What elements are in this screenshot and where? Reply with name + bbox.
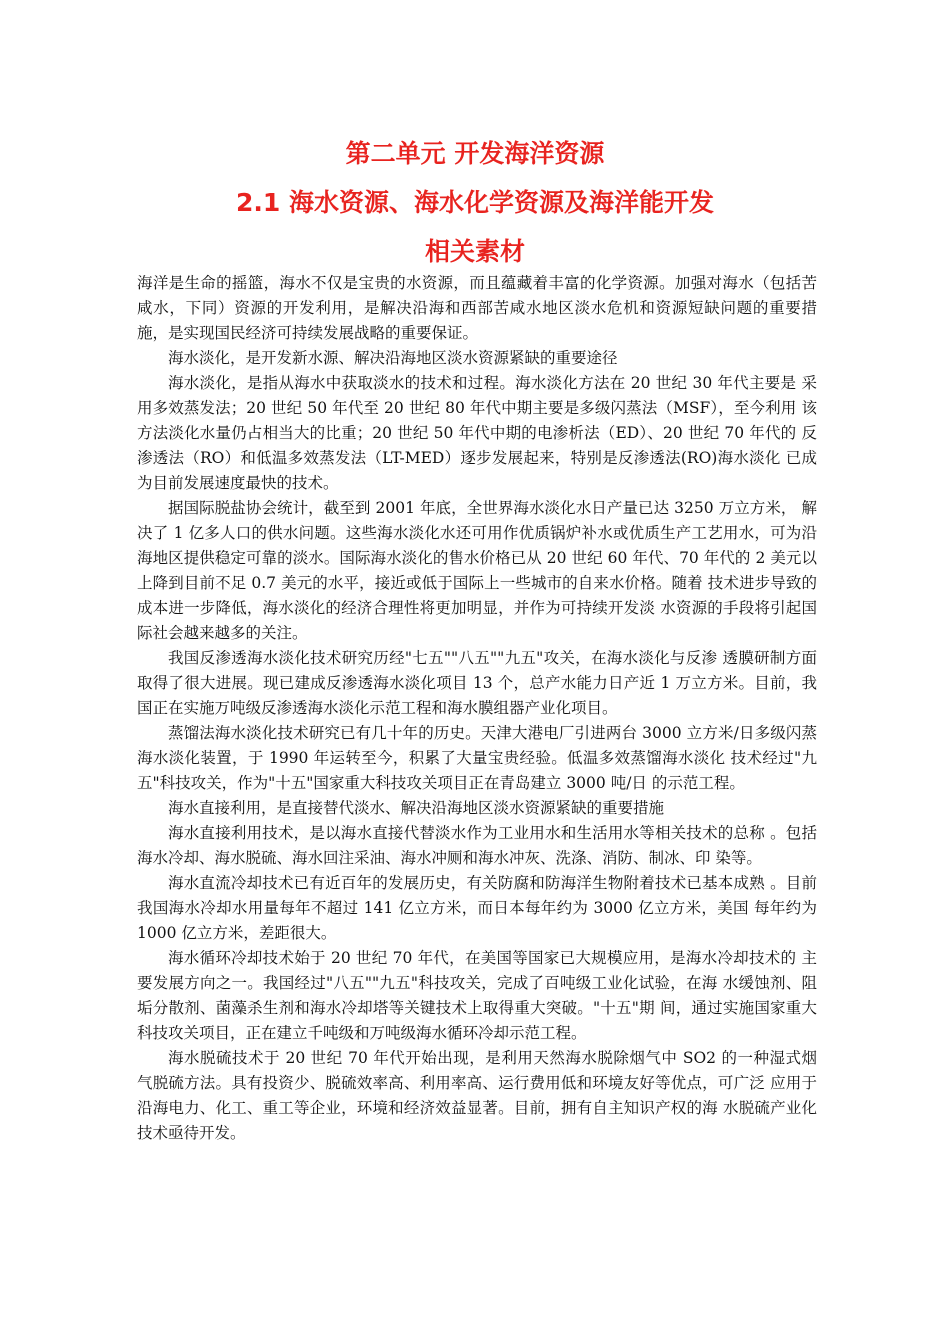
paragraph: 海水直接利用技术，是以海水直接代替淡水作为工业用水和生活用水等相关技术的总称 。包括海水冷却、海水脱硫、海水回注采油、海水冲厕和海水冲灰、洗涤、消防、制冰、印 染等。 [137,824,817,867]
paragraph: 海水淡化，是指从海水中获取淡水的技术和过程。海水淡化方法在 20 世纪 30 年代主要是 采用多效蒸发法；20 世纪 50 年代至 20 世纪 80 年代中期主要是多级闪蒸法（MSF），至今利用 该方法淡化水量仍占相当大的比重；20 世纪 50 年代中期的电渗析法（ED）、20 世纪 70 年代的 反渗透法（RO）和低温多效蒸发法（LT-MED）逐步发展起来，特别是反渗透法(RO)海水淡化 已成为目前发展速度最快的技术。 [137,374,817,492]
subtitle: 相关素材 [424,237,525,266]
document-body [137,271,817,1146]
section-title: 2.1 海水资源、海水化学资源及海洋能开发 [236,188,714,217]
paragraph: 我国反渗透海水淡化技术研究历经"七五""八五""九五"攻关，在海水淡化与反渗 透膜研制方面取得了很大进展。现已建成反渗透海水淡化项目 13 个，总产水能力日产近 1 万立方米。目前，我国正在实施万吨级反渗透海水淡化示范工程和海水膜组器产业化项目。 [137,649,817,717]
unit-title: 第二单元 开发海洋资源 [345,139,605,168]
paragraph: 据国际脱盐协会统计，截至到 2001 年底，全世界海水淡化水日产量已达 3250 万立方米， 解决了 1 亿多人口的供水问题。这些海水淡化水还可用作优质锅炉补水或优质生产工艺用水，可为沿海地区提供稳定可靠的淡水。国际海水淡化的售水价格已从 20 世纪 60 年代、70 年代的 2 美元以上降到目前不足 0.7 美元的水平，接近或低于国际上一些城市的自来水价格。随着 技术进步导致的成本进一步降低，海水淡化的经济合理性将更加明显，并作为可持续开发淡 水资源的手段将引起国际社会越来越多的关注。 [137,499,817,642]
paragraph: 海水脱硫技术于 20 世纪 70 年代开始出现，是利用天然海水脱除烟气中 SO2 的一种湿式烟 气脱硫方法。具有投资少、脱硫效率高、利用率高、运行费用低和环境友好等优点，可广泛 应用于沿海电力、化工、重工等企业，环境和经济效益显著。目前，拥有自主知识产权的海 水脱硫产业化技术亟待开发。 [137,1049,817,1142]
paragraph-heading-desalination: 海水淡化，是开发新水源、解决沿海地区淡水资源紧缺的重要途径 [168,349,618,367]
paragraph: 海水直流冷却技术已有近百年的发展历史，有关防腐和防海洋生物附着技术已基本成熟 。目前我国海水冷却水用量每年不超过 141 亿立方米，而日本每年约为 3000 亿立方米，美国 每年约为 1000 亿立方米，差距很大。 [137,874,817,942]
paragraph: 海水循环冷却技术始于 20 世纪 70 年代，在美国等国家已大规模应用，是海水冷却技术的 主要发展方向之一。我国经过"八五""九五"科技攻关，完成了百吨级工业化试验，在海 水缓蚀剂、阻垢分散剂、菌藻杀生剂和海水冷却塔等关键技术上取得重大突破。"十五"期 间，通过实施国家重大科技攻关项目，正在建立千吨级和万吨级海水循环冷却示范工程。 [137,949,817,1042]
paragraph: 蒸馏法海水淡化技术研究已有几十年的历史。天津大港电厂引进两台 3000 立方米/日多级闪蒸海水淡化装置，于 1990 年运转至今，积累了大量宝贵经验。低温多效蒸馏海水淡化 技术经过"九五"科技攻关，作为"十五"国家重大科技攻关项目正在青岛建立 3000 吨/日 的示范工程。 [137,724,817,792]
paragraph-heading-direct-use: 海水直接利用，是直接替代淡水、解决沿海地区淡水资源紧缺的重要措施 [168,799,665,817]
paragraph-intro: 海洋是生命的摇篮，海水不仅是宝贵的水资源，而且蕴藏着丰富的化学资源。加强对海水（包括苦咸水，下同）资源的开发利用，是解决沿海和西部苦咸水地区淡水危机和资源短缺问题的重要措施，是实现国民经济可持续发展战略的重要保证。 [137,274,817,342]
